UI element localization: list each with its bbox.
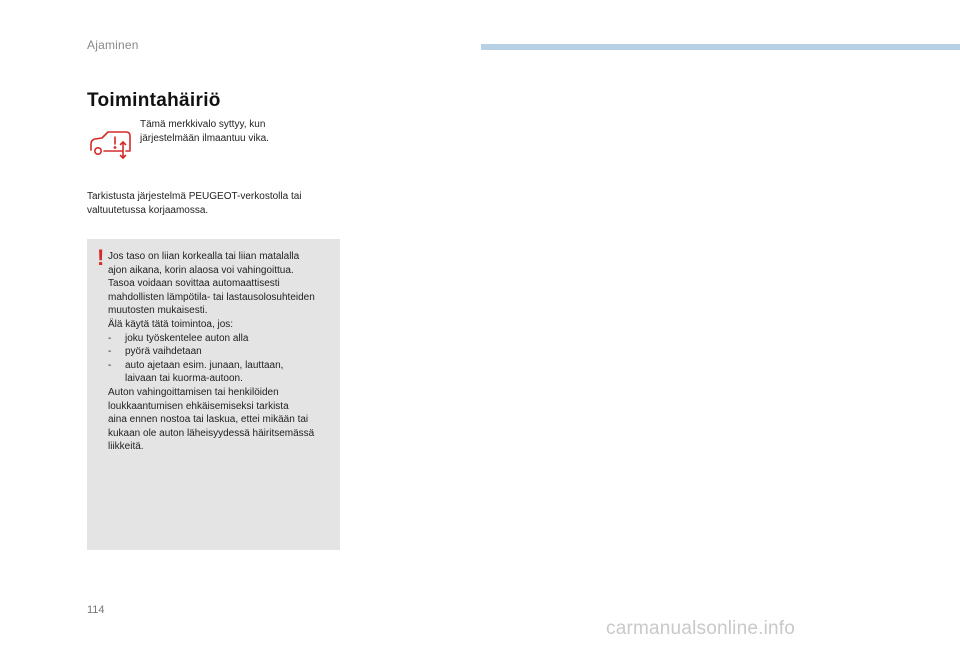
indicator-description [140, 118, 340, 146]
check-instruction [87, 190, 347, 218]
header-bar [481, 44, 960, 50]
warning-list-line: auto ajetaan esim. junaan, lauttaan, [125, 359, 284, 371]
warning-list-line: pyörä vaihdetaan [125, 346, 202, 358]
warning-line: aina ennen nostoa tai laskua, ettei mikään tai [108, 414, 309, 426]
warning-line: kukaan ole auton läheisyydessä häiritsemässä [108, 427, 315, 439]
list-dash: - [108, 359, 112, 371]
watermark: carmanualsonline.info [606, 618, 796, 639]
list-dash: - [108, 332, 112, 344]
warning-intro [108, 250, 338, 318]
indicator-description-line: Tämä merkkivalo syttyy, kun [140, 119, 266, 130]
list-dash: - [108, 346, 112, 358]
warning-line: muutosten mukaisesti. [108, 305, 208, 317]
check-instruction-line: valtuutetussa korjaamossa. [87, 205, 209, 216]
exclamation-icon: ! [97, 245, 105, 270]
warning-list-item [108, 332, 338, 346]
warning-list [108, 332, 338, 386]
warning-list-item [108, 345, 338, 359]
warning-line: ajon aikana, korin alaosa voi vahingoittua. [108, 264, 294, 276]
warning-list-item [108, 359, 338, 386]
warning-line: Jos taso on liian korkealla tai liian matalalla [108, 251, 300, 262]
warning-line: mahdollisten lämpötila- tai lastausolosuhteiden [108, 291, 315, 303]
warning-box [87, 239, 340, 550]
warning-line: Auton vahingoittamisen tai henkilöiden [108, 386, 279, 398]
warning-closing [108, 386, 338, 454]
warning-content [108, 250, 338, 454]
page-title: Toimintahäiriö [87, 90, 221, 111]
indicator-description-line: järjestelmään ilmaantuu vika. [140, 133, 269, 144]
warning-list-line: laivaan tai kuorma-autoon. [125, 373, 243, 385]
warning-list-intro: Älä käytä tätä toimintoa, jos: [108, 318, 234, 330]
warning-line: Tasoa voidaan sovittaa automaattisesti [108, 278, 280, 290]
section-label: Ajaminen [87, 38, 139, 52]
warning-line: loukkaantumisen ehkäisemiseksi tarkista [108, 400, 289, 412]
warning-list-line: joku työskentelee auton alla [125, 332, 249, 344]
warning-line: liikkeitä. [108, 441, 144, 453]
page-number: 114 [87, 604, 105, 616]
suspension-warning-icon [88, 128, 134, 160]
check-instruction-line: Tarkistusta järjestelmä PEUGEOT-verkostolla tai [87, 191, 302, 202]
